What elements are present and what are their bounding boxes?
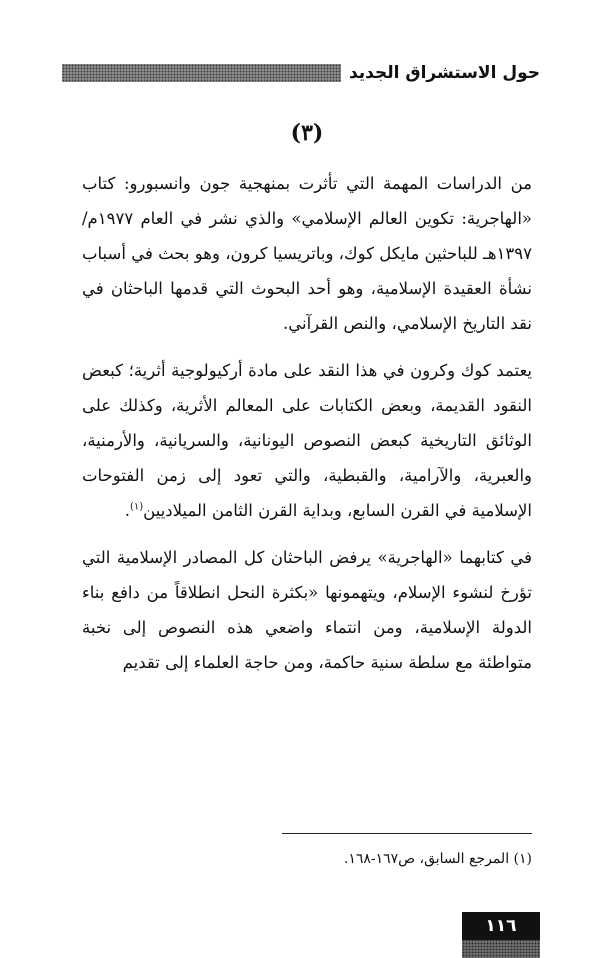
header-decorative-bar [62, 64, 341, 82]
paragraph-3: في كتابهما «الهاجرية» يرفض الباحثان كل المصادر الإسلامية التي تؤرخ لنشوء الإسلام، ويتهمونها «بكثرة النحل انطلاقاً من دافع بناء الدولة الإسلامية، ومن انتماء واضعي هذه النصوص إلى نخبة متواطئة مع سلطة سنية حاكمة، ومن حاجة العلماء إلى تقديم [82, 548, 532, 672]
running-header [62, 60, 540, 86]
paragraph-1: من الدراسات المهمة التي تأثرت بمنهجية جون وانسبورو: كتاب «الهاجرية: تكوين العالم الإسلامي» والذي نشر في العام ١٩٧٧م/ ١٣٩٧هـ للباحثين مايكل كوك، وباتريسيا كرون، وهو بحث في أسباب نشأة العقيدة الإسلامية، وهو أحد البحوث التي قدمها الباحثان في نقد التاريخ الإسلامي، والنص القرآني. [82, 174, 532, 333]
paragraph-2-end: . [124, 501, 130, 520]
paragraph-2-text: يعتمد كوك وكرون في هذا النقد على مادة أركيولوجية أثرية؛ كبعض النقود القديمة، وبعض الكتابات على المعالم الأثرية، وكذلك على الوثائق التاريخية كبعض النصوص اليونانية، والسريانية، والأرمنية، والعبرية، والآرامية، والقبطية، والتي تعود إلى زمن الفتوحات الإسلامية في القرن السابع، وبداية القرن الثامن الميلاديين [82, 361, 532, 520]
running-title: حول الاستشراق الجديد [348, 63, 540, 83]
footnote: (١) المرجع السابق، ص١٦٧-١٦٨. [343, 851, 532, 867]
paragraph-2 [82, 353, 532, 528]
page-number: ١١٦ [462, 912, 540, 940]
footnote-reference[interactable]: (١) [129, 501, 144, 513]
section-number: (٣) [290, 120, 324, 146]
body-text [82, 166, 532, 692]
footnote-separator [282, 833, 532, 834]
